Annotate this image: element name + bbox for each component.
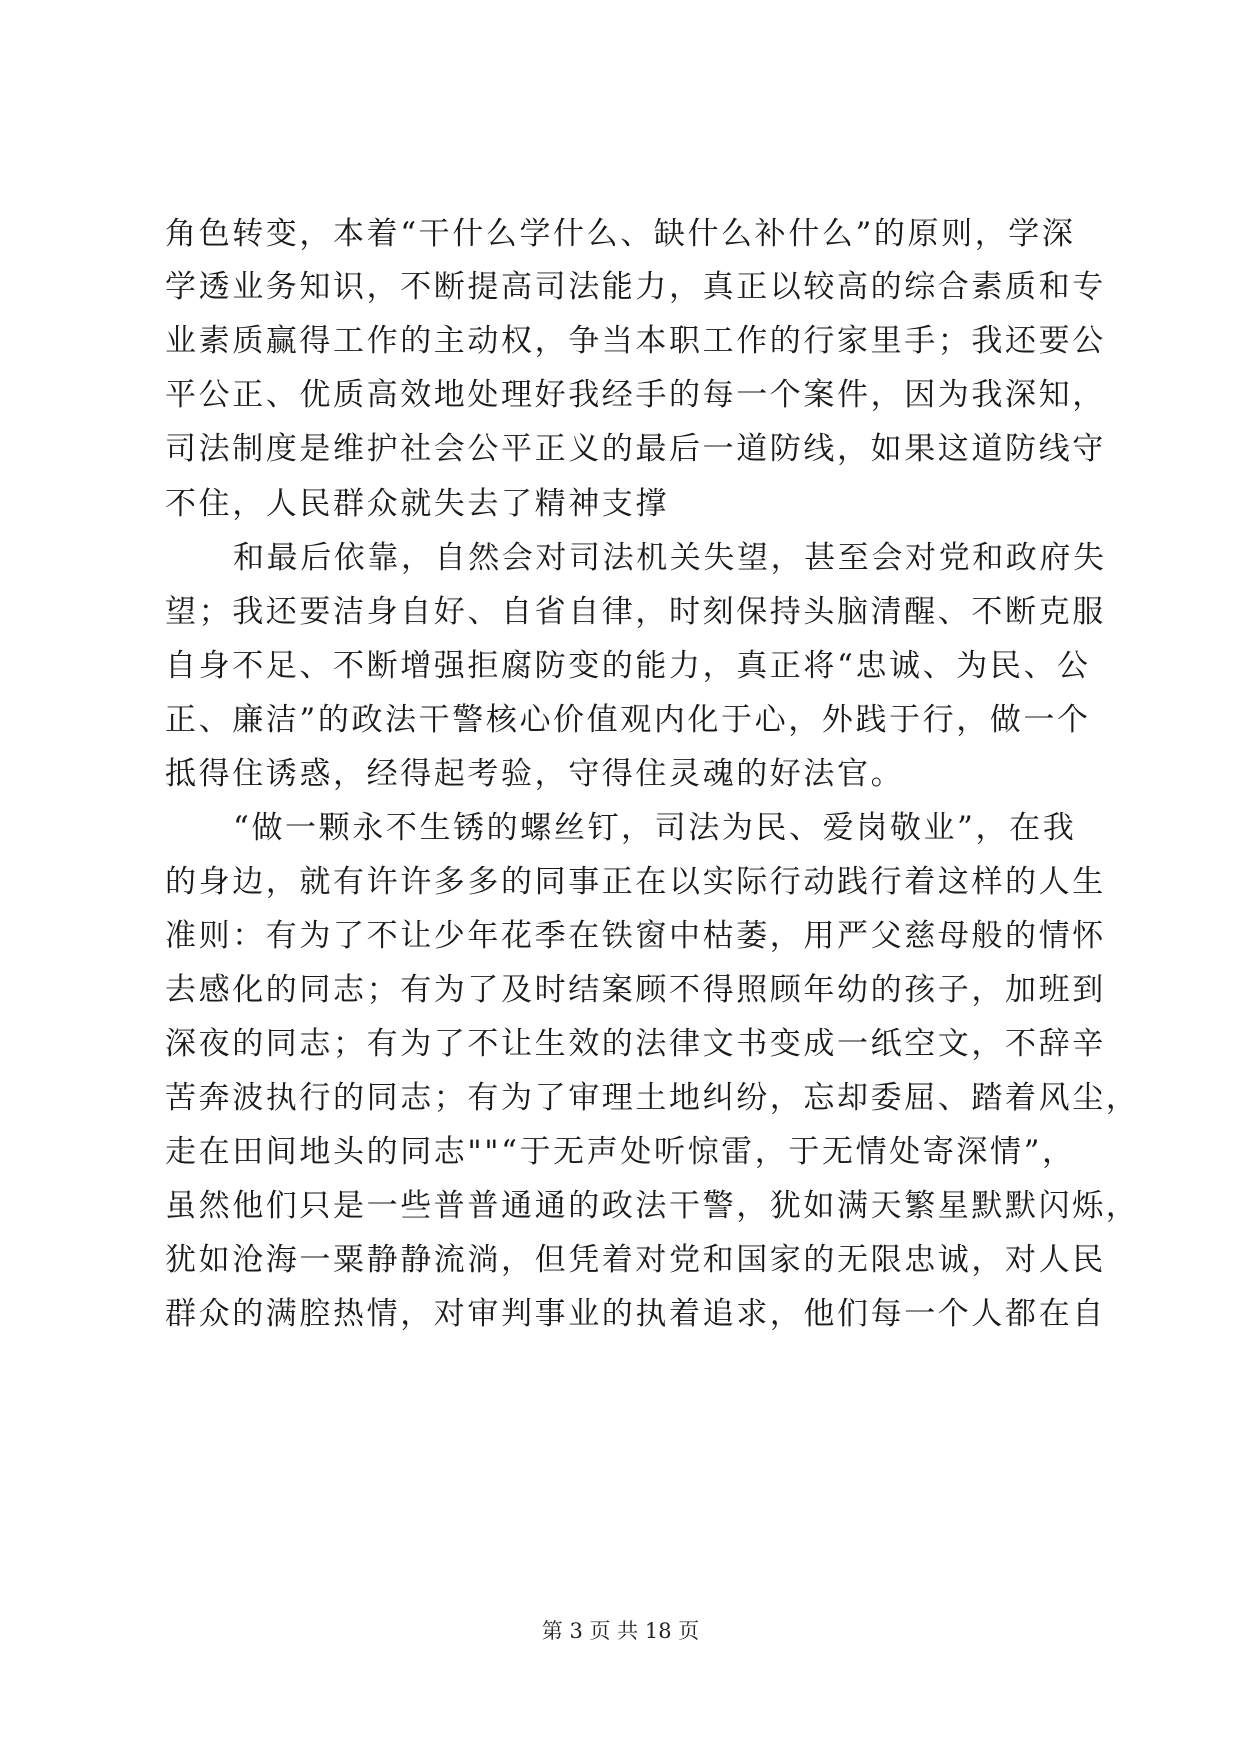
text-line: 学透业务知识，不断提高司法能力，真正以较高的综合素质和专 bbox=[165, 269, 1106, 305]
text-line: 准则：有为了不让少年花季在铁窗中枯萎，用严父慈母般的情怀 bbox=[165, 918, 1106, 954]
text-line: 虽然他们只是一些普普通通的政法干警，犹如满天繁星默默闪烁， bbox=[165, 1188, 1140, 1224]
text-line: 平公正、优质高效地处理好我经手的每一个案件，因为我深知， bbox=[165, 377, 1106, 413]
text-line: 正、廉洁”的政法干警核心价值观内化于心，外践于行，做一个 bbox=[165, 702, 1091, 738]
text-line: 走在田间地头的同志""“于无声处听惊雷，于无情处寄深情”， bbox=[165, 1134, 1076, 1170]
text-line: 深夜的同志；有为了不让生效的法律文书变成一纸空文，不辞辛 bbox=[165, 1026, 1106, 1062]
text-line: 不住，人民群众就失去了精神支撑 bbox=[165, 486, 669, 522]
text-line: 苦奔波执行的同志；有为了审理土地纠纷，忘却委屈、踏着风尘， bbox=[165, 1080, 1140, 1116]
text-line: 去感化的同志；有为了及时结案顾不得照顾年幼的孩子，加班到 bbox=[165, 972, 1106, 1008]
text-line: 群众的满腔热情，对审判事业的执着追求，他们每一个人都在自 bbox=[165, 1296, 1106, 1332]
text-line: 望；我还要洁身自好、自省自律，时刻保持头脑清醒、不断克服 bbox=[165, 594, 1106, 630]
text-line: 角色转变，本着“干什么学什么、缺什么补什么”的原则，学深 bbox=[165, 216, 1076, 252]
text-line: 司法制度是维护社会公平正义的最后一道防线，如果这道防线守 bbox=[165, 431, 1106, 467]
text-line: 业素质赢得工作的主动权，争当本职工作的行家里手；我还要公 bbox=[165, 323, 1106, 359]
text-line: 的身边，就有许许多多的同事正在以实际行动践行着这样的人生 bbox=[165, 864, 1106, 900]
paragraph-first-line: 和最后依靠，自然会对司法机关失望，甚至会对党和政府失 bbox=[233, 540, 1107, 576]
text-line: 抵得住诱惑，经得起考验，守得住灵魂的好法官。 bbox=[165, 756, 905, 792]
page-number-footer: 第 3 页 共 18 页 bbox=[541, 1619, 700, 1643]
text-line: 自身不足、不断增强拒腐防变的能力，真正将“忠诚、为民、公 bbox=[165, 648, 1091, 684]
paragraph-first-line: “做一颗永不生锈的螺丝钉，司法为民、爱岗敬业”，在我 bbox=[233, 810, 1077, 846]
text-line: 犹如沧海一粟静静流淌，但凭着对党和国家的无限忠诚，对人民 bbox=[165, 1242, 1106, 1278]
